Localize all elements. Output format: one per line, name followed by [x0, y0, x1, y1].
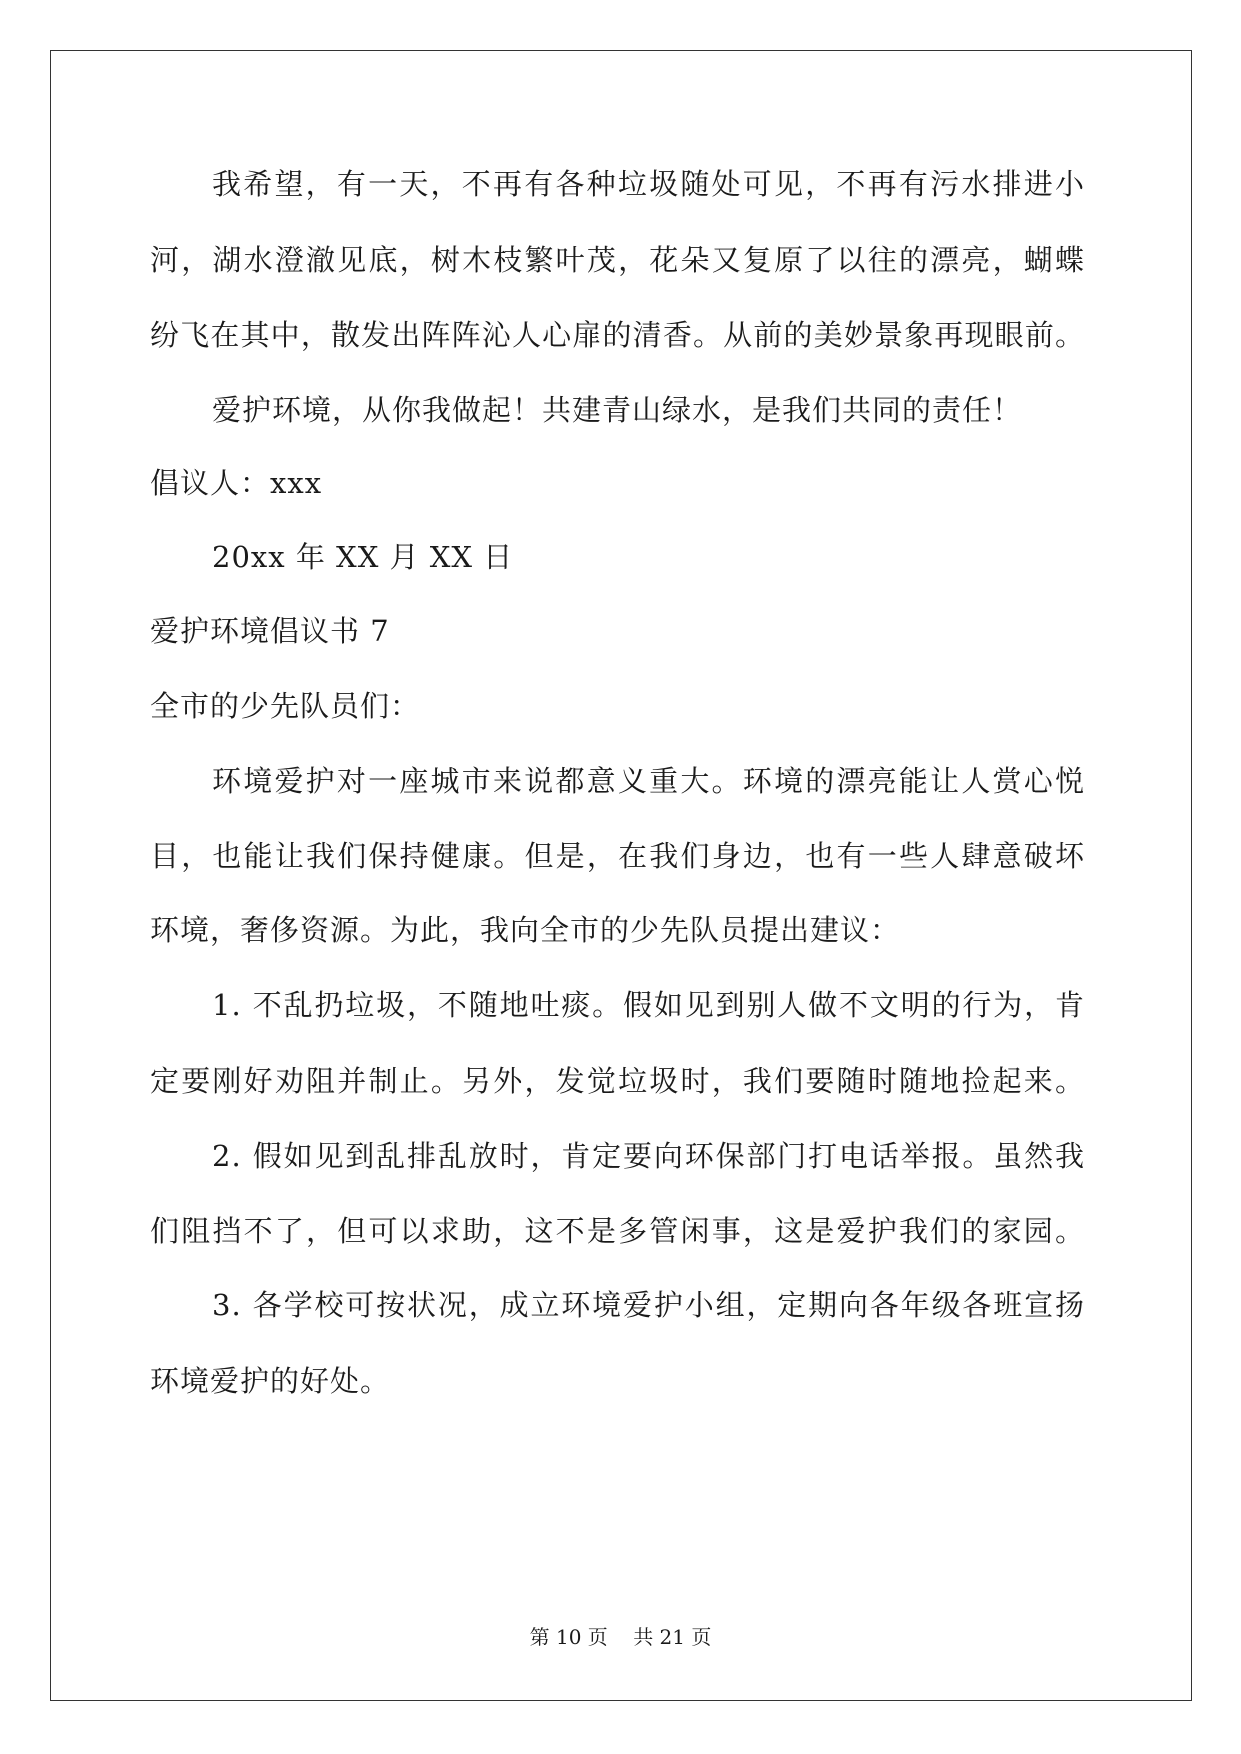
list-item-line: 3. 各学校可按状况，成立环境爱护小组，定期向各年级各班宣扬: [212, 1288, 1085, 1322]
list-item-line: 们阻挡不了，但可以求助，这不是多管闲事，这是爱护我们的家园。: [150, 1214, 1085, 1248]
list-item-line: 2. 假如见到乱排乱放时，肯定要向环保部门打电话举报。虽然我: [212, 1139, 1085, 1173]
page-footer: 第 10 页 共 21 页: [529, 1625, 712, 1649]
list-item-line: 环境爱护的好处。: [150, 1364, 391, 1398]
paragraph-line: 爱护环境，从你我做起！共建青山绿水，是我们共同的责任！: [212, 393, 1023, 427]
paragraph-line: 纷飞在其中，散发出阵阵沁人心扉的清香。从前的美妙景象再现眼前。: [150, 318, 1085, 352]
date-line: 20xx 年 XX 月 XX 日: [212, 540, 514, 574]
paragraph-line: 环境爱护对一座城市来说都意义重大。环境的漂亮能让人赏心悦: [212, 764, 1085, 798]
salutation: 全市的少先队员们：: [150, 689, 421, 723]
paragraph-line: 目，也能让我们保持健康。但是，在我们身边，也有一些人肆意破坏: [150, 839, 1085, 873]
paragraph-line: 河，湖水澄澈见底，树木枝繁叶茂，花朵又复原了以往的漂亮，蝴蝶: [150, 243, 1085, 277]
section-title: 爱护环境倡议书 7: [150, 614, 390, 648]
signer-line: 倡议人：xxx: [150, 466, 323, 500]
paragraph-line: 环境，奢侈资源。为此，我向全市的少先队员提出建议：: [150, 913, 901, 947]
list-item-line: 定要刚好劝阻并制止。另外，发觉垃圾时，我们要随时随地捡起来。: [150, 1064, 1085, 1098]
list-item-line: 1. 不乱扔垃圾，不随地吐痰。假如见到别人做不文明的行为，肯: [212, 988, 1085, 1022]
paragraph-line: 我希望，有一天，不再有各种垃圾随处可见，不再有污水排进小: [212, 167, 1085, 201]
